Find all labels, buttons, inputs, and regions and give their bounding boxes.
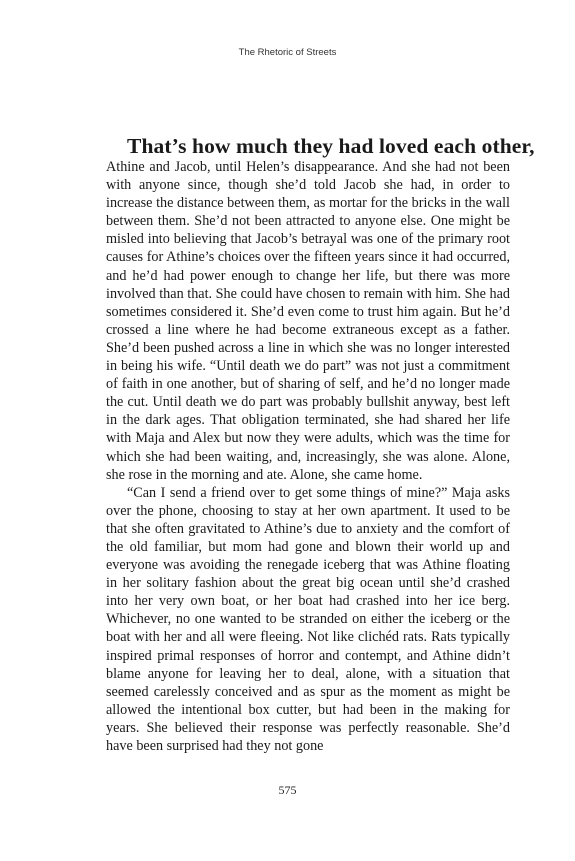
paragraph-2: “Can I send a friend over to get some things of mine?” Maja asks over the phone, choosing to stay at her own apartment. It used to be that she often gravitated to Athine’s due to anxiety and the comfort of the old familiar, but mom had gone and blown their world up and everyone was avoiding the renegade iceberg that was Athine floating in her solitary fashion about the great big ocean until she’d crashed into her very own boat, or her boat had crashed into her ice berg. Whichever, no one wanted to be stranded on either the iceberg or the boat with her and all were fleeing. Not like clichéd rats. Rats typically inspired primal responses of horror and contempt, and Athine didn’t blame anyone for leaving her to deal, alone, with a situation that seemed carelessly conceived and as spur as the moment as might be allowed the intentional box cutter, but had been in the making for years. She believed their response was perfectly reasonable. She’d have been surprised had they not gone (106, 484, 510, 754)
running-head: The Rhetoric of Streets (238, 47, 337, 58)
paragraph-1: Athine and Jacob, until Helen’s disappearance. And she had not been with anyone since, though she’d told Jacob she had, in order to increase the distance between them, as mortar for the bricks in the wall between them. She’d not been attracted to anyone else. One might be misled into believing that Jacob’s betrayal was one of the primary root causes for Athine’s choices over the fifteen years since it had occurred, and he’d had power enough to change her life, but there was more involved than that. She could have chosen to remain with him. She had sometimes considered it. She’d even come to trust him again. But he’d crossed a line where he had become extraneous except as a father. She’d been pushed across a line in which she was no longer interested in being his wife. “Until death we do part” was not just a commitment of faith in one another, but of sharing of self, and he’d no longer made the cut. Until death we do part was probably bullshit anyway, best left in the dark ages. That obligation terminated, she had shared her life with Maja and Alex but now they were adults, which was the time for which she had been waiting, and, increasingly, she was alone. Alone, she rose in the morning and ate. Alone, she came home. (106, 159, 510, 483)
page-number: 575 (278, 783, 297, 797)
chapter-opening-line: That’s how much they had loved each other, (127, 134, 535, 158)
body-text (106, 158, 510, 755)
